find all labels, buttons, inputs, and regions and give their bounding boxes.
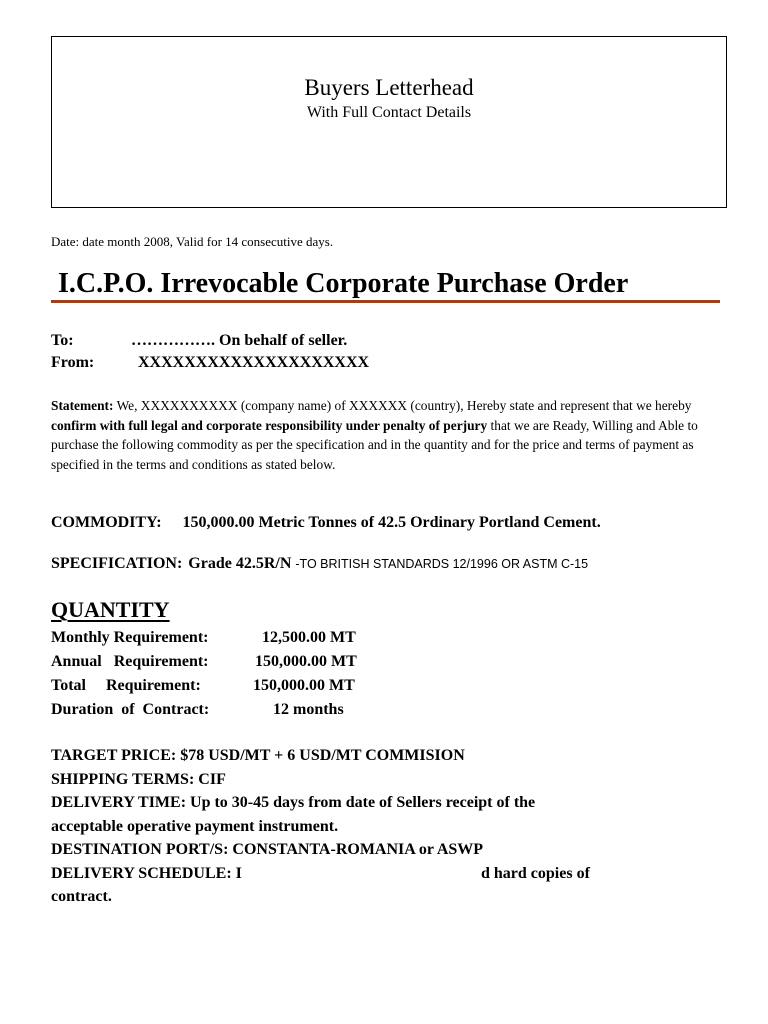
quantity-value: 150,000.00 MT [255,653,357,670]
delivery-time-line-cont: acceptable operative payment instrument. [51,817,339,835]
to-row [51,330,369,352]
specification-value: Grade 42.5R/N [188,555,292,572]
to-value: ……………. On behalf of seller. [131,332,348,349]
statement-text-2: that we are Ready, Willing and Able to purchase the following commodity as per the specification and in the quantity and for the price and terms of payment as specified in the terms and conditions as stated below. [51,417,698,472]
commodity-line [51,514,601,532]
specification-standard: -TO BRITISH STANDARDS 12/1996 OR ASTM C-15 [295,557,589,571]
commodity-label: COMMODITY: [51,514,162,531]
from-label: From: [51,354,95,371]
to-from-block [51,330,369,374]
quantity-label: Monthly Requirement: [51,629,209,646]
buyers-letterhead-box [51,36,727,208]
delivery-schedule-start: DELIVERY SCHEDULE: I [51,864,242,882]
delivery-schedule-line [51,862,641,886]
quantity-value: 12 months [273,701,344,718]
from-value: XXXXXXXXXXXXXXXXXXXX [138,354,370,371]
delivery-schedule-end: d hard copies of [481,864,590,882]
statement-label: Statement: [51,398,114,413]
terms-block [51,744,641,909]
statement-bold-text: confirm with full legal and corporate responsibility under penalty of perjury [51,417,488,433]
specification-line [51,555,588,573]
document-title: I.C.P.O. Irrevocable Corporate Purchase Order [58,268,629,299]
quantity-label: Annual Requirement: [51,653,209,670]
delivery-time-line: DELIVERY TIME: Up to 30-45 days from date of Sellers receipt of the [51,794,536,811]
statement-paragraph [51,396,731,474]
shipping-terms-line: SHIPPING TERMS: CIF [51,770,226,788]
destination-port-line: DESTINATION PORT/S: CONSTANTA-ROMANIA or ASWP [51,841,484,858]
to-label: To: [51,332,74,349]
quantity-value: 12,500.00 MT [262,629,356,646]
letterhead-title: Buyers Letterhead [304,75,474,100]
quantity-label: Total Requirement: [51,677,201,694]
from-row [51,352,369,374]
target-price-line: TARGET PRICE: $78 USD/MT + 6 USD/MT COMMISION [51,747,465,764]
statement-text-1: We, XXXXXXXXXX (company name) of XXXXXX (country), Hereby state and represent that we hereby [116,398,692,413]
date-line: Date: date month 2008, Valid for 14 consecutive days. [51,234,334,249]
letterhead-subtitle: With Full Contact Details [306,104,472,121]
specification-label: SPECIFICATION: [51,555,183,572]
quantity-value: 150,000.00 MT [253,677,355,694]
delivery-schedule-line-cont: contract. [51,888,112,905]
quantity-heading: QUANTITY [51,597,170,622]
commodity-value: 150,000.00 Metric Tonnes of 42.5 Ordinary Portland Cement. [182,514,601,531]
title-underline-rule [51,300,720,303]
quantity-label: Duration of Contract: [51,701,210,718]
